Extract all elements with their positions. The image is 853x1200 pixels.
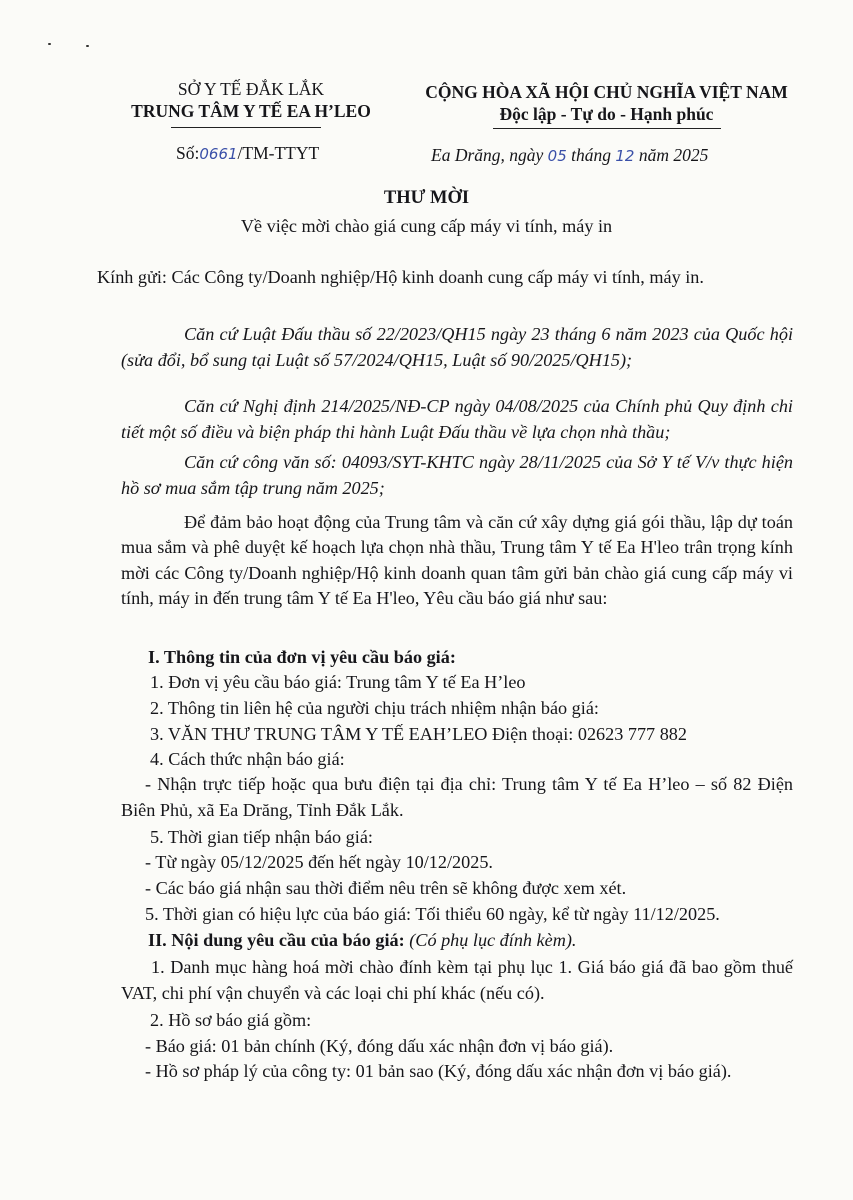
- motto-underline: [493, 128, 721, 129]
- section-1-item-1: 1. Đơn vị yêu cầu báo giá: Trung tâm Y tế Ea H’leo: [150, 672, 526, 692]
- date-year: năm 2025: [634, 145, 709, 165]
- doc-no-handwritten: 0661: [199, 145, 238, 163]
- date-day-handwritten: 05: [547, 147, 567, 165]
- recipient-line: Kính gửi: Các Công ty/Doanh nghiệp/Hộ kinh doanh cung cấp máy vi tính, máy in.: [97, 267, 704, 287]
- agency-parent: SỞ Y TẾ ĐẮK LẮK: [177, 79, 325, 99]
- issue-date: [431, 145, 708, 166]
- date-place: Ea Drăng, ngày: [431, 145, 548, 165]
- legal-basis-decree: Căn cứ Nghị định 214/2025/NĐ-CP ngày 04/08/2025 của Chính phủ Quy định chi tiết một số điều và biện pháp thi hành Luật Đấu thầu về lựa chọn nhà thầu;: [121, 396, 793, 442]
- receive-time-range: - Từ ngày 05/12/2025 đến hết ngày 10/12/2025.: [145, 852, 493, 872]
- section-1-item-2: 2. Thông tin liên hệ của người chịu trách nhiệm nhận báo giá:: [150, 698, 599, 718]
- intro-paragraph: Để đảm bảo hoạt động của Trung tâm và căn cứ xây dựng giá gói thầu, lập dự toán mua sắm và phê duyệt kế hoạch lựa chọn nhà thầu, Trung tâm Y tế Ea H'leo trân trọng kính mời các Công ty/Doanh nghiệp/Hộ kinh doanh quan tâm gửi bản chào giá cung cấp máy vi tính, máy in đến trung tâm Y tế Ea H'leo, Yêu cầu báo giá như sau:: [121, 512, 793, 609]
- legal-basis-law: Căn cứ Luật Đấu thầu số 22/2023/QH15 ngày 23 tháng 6 năm 2023 của Quốc hội (sửa đổi, bổ sung tại Luật số 57/2024/QH15, Luật số 90/2025/QH15);: [121, 324, 793, 370]
- section-1-heading: I. Thông tin của đơn vị yêu cầu báo giá:: [148, 647, 456, 667]
- date-month-word: tháng: [566, 145, 616, 165]
- section-2-heading-text: II. Nội dung yêu cầu của báo giá:: [148, 930, 405, 950]
- document-number: [176, 143, 319, 164]
- section-2-item-1: 1. Danh mục hàng hoá mời chào đính kèm tại phụ lục 1. Giá báo giá đã bao gồm thuế VAT, chi phí vận chuyển và các loại chi phí khác (nếu có).: [121, 957, 793, 1003]
- receive-address: - Nhận trực tiếp hoặc qua bưu điện tại địa chỉ: Trung tâm Y tế Ea H’leo – số 82 Điện Biên Phủ, xã Ea Drăng, Tỉnh Đắk Lắk.: [121, 774, 793, 820]
- doc-no-suffix: /TM-TTYT: [237, 143, 320, 163]
- quote-document-original: - Báo giá: 01 bản chính (Ký, đóng dấu xác nhận đơn vị báo giá).: [145, 1036, 614, 1056]
- section-2-heading-note: (Có phụ lục đính kèm).: [404, 930, 577, 950]
- agency-underline: [171, 127, 321, 128]
- section-2-item-2: 2. Hồ sơ báo giá gồm:: [150, 1010, 312, 1030]
- quote-validity: 5. Thời gian có hiệu lực của báo giá: Tối thiểu 60 ngày, kể từ ngày 11/12/2025.: [145, 904, 720, 924]
- section-2-heading: [148, 928, 576, 953]
- document-title: THƯ MỜI: [383, 188, 470, 208]
- legal-basis-official-letter: Căn cứ công văn số: 04093/SYT-KHTC ngày 28/11/2025 của Sở Y tế V/v thực hiện hồ sơ mua sắm tập trung năm 2025;: [121, 452, 793, 498]
- quote-document-legal: - Hồ sơ pháp lý của công ty: 01 bản sao (Ký, đóng dấu xác nhận đơn vị báo giá).: [145, 1061, 732, 1081]
- doc-no-prefix: Số:: [176, 143, 200, 163]
- section-1-item-4: 4. Cách thức nhận báo giá:: [150, 749, 345, 769]
- receive-time-note: - Các báo giá nhận sau thời điểm nêu trên sẽ không được xem xét.: [145, 878, 627, 898]
- agency-name: TRUNG TÂM Y TẾ EA H’LEO: [131, 101, 371, 121]
- national-title: CỘNG HÒA XÃ HỘI CHỦ NGHĨA VIỆT NAM: [425, 82, 788, 102]
- scan-speck: [86, 45, 89, 47]
- section-1-item-3: 3. VĂN THƯ TRUNG TÂM Y TẾ EAH’LEO Điện thoại: 02623 777 882: [150, 724, 687, 744]
- scan-speck: [48, 43, 51, 45]
- national-motto: Độc lập - Tự do - Hạnh phúc: [499, 104, 714, 124]
- document-subject: Về việc mời chào giá cung cấp máy vi tính, máy in: [240, 216, 613, 236]
- date-month-handwritten: 12: [615, 147, 635, 165]
- section-1-item-5: 5. Thời gian tiếp nhận báo giá:: [150, 827, 373, 847]
